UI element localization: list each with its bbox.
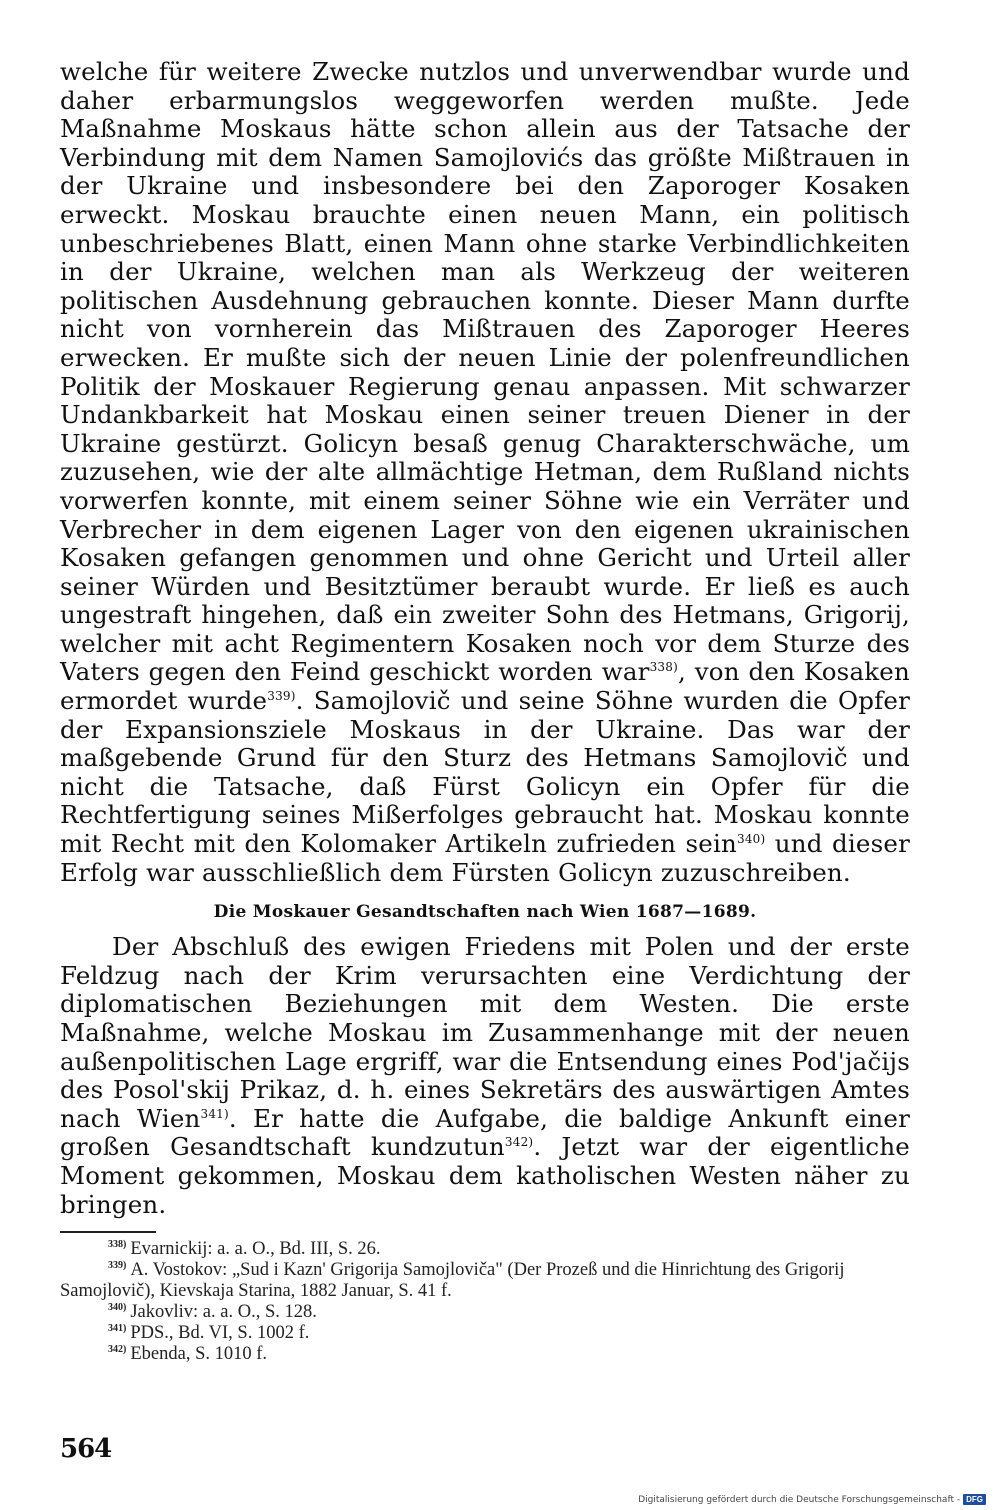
footnote-341 — [60, 1323, 910, 1344]
footnote-340 — [60, 1302, 910, 1323]
footnote-mark: 342) — [108, 1344, 127, 1355]
footnote-text: Jakovliv: a. a. O., S. 128. — [130, 1302, 317, 1323]
footnote-ref-342: 342) — [504, 1135, 534, 1150]
paragraph-2 — [60, 933, 910, 1219]
footnote-text: Ebenda, S. 1010 f. — [130, 1344, 268, 1365]
digitization-text: Digitalisierung gefördert durch die Deutsche Forschungsgemeinschaft - — [638, 1494, 961, 1505]
paragraph-2-text-c: . Jetzt war der eigentliche Moment gekommen, Moskau dem katholischen Westen näher zu bringen. — [60, 1132, 910, 1219]
footnote-mark: 340) — [108, 1302, 127, 1313]
footnote-338 — [60, 1239, 910, 1260]
paragraph-2-text-b: . Er hatte die Aufgabe, die baldige Ankunft einer großen Gesandtschaft kundzutun — [60, 1103, 910, 1162]
paragraph-1-text-b: , von den Kosaken ermordet wurde — [60, 657, 910, 716]
footnote-text: Evarnickij: a. a. O., Bd. III, S. 26. — [130, 1239, 381, 1260]
section-heading: Die Moskauer Gesandtschaften nach Wien 1687—1689. — [213, 902, 757, 923]
paragraph-1-text-c: . Samojlovič und seine Söhne wurden die Opfer der Expansionsziele Moskaus in der Ukraine. Das war der maßgebende Grund für den Sturz des Hetmans Samojlovič und nicht die Tatsache, daß Fürst Golicyn ein Opfer für die Rechtfertigung seines Mißerfolges gebraucht hat. Moskau konnte mit Recht mit den Kolomaker Artikeln zufrieden sein — [60, 686, 910, 859]
footnote-text: A. Vostokov: „Sud i Kazn' Grigorija Samojloviča" (Der Prozeß und die Hinrichtung des Grigorij Samojlovič), Kievskaja Starina, 1882 Januar, S. 41 f. — [60, 1260, 845, 1302]
digitization-notice — [638, 1494, 986, 1505]
footnote-ref-340: 340) — [736, 831, 766, 846]
footnote-ref-339: 339) — [267, 688, 296, 703]
page-number: 564 — [60, 1434, 112, 1464]
footnote-339 — [60, 1260, 910, 1302]
footnote-mark: 338) — [108, 1239, 127, 1250]
footnote-mark: 341) — [108, 1323, 127, 1334]
paragraph-1-text-a: welche für weitere Zwecke nutzlos und unverwendbar wurde und daher erbarmungslos weggeworfen werden mußte. Jede Maßnahme Moskaus hätte schon allein aus der Tatsache der Verbindung mit dem Namen Samojlovićs das größte Mißtrauen in der Ukraine und insbesondere bei den Zaporoger Kosaken erweckt. Moskau brauchte einen neuen Mann, ein politisch unbeschriebenes Blatt, einen Mann ohne starke Verbindlichkeiten in der Ukraine, welchen man als Werkzeug der weiteren politischen Ausdehnung gebrauchen konnte. Dieser Mann durfte nicht von vornherein das Mißtrauen des Zaporoger Heeres erwecken. Er mußte sich der neuen Linie der polenfreundlichen Politik der Moskauer Regierung genau anpassen. Mit schwarzer Undankbarkeit hat Moskau einen seiner treuen Diener in der Ukraine gestürzt. Golicyn besaß genug Charakterschwäche, um zuzusehen, wie der alte allmächtige Hetman, dem Rußland nichts vorwerfen konnte, mit einem seiner Söhne wie ein Verräter und Verbrecher in dem eigenen Lager von den eigenen ukrainischen Kosaken gefangen genommen und ohne Gericht und Urteil aller seiner Würden und Besitztümer beraubt wurde. Er ließ es auch ungestraft hingehen, daß ein zweiter Sohn des Hetmans, Grigorij, welcher mit acht Regimentern Kosaken noch vor dem Sturze des Vaters gegen den Feind geschickt worden war — [60, 57, 910, 687]
footnote-text: PDS., Bd. VI, S. 1002 f. — [130, 1323, 310, 1344]
footnote-ref-341: 341) — [200, 1106, 229, 1121]
footnote-342 — [60, 1344, 910, 1365]
paragraph-1 — [60, 58, 910, 887]
dfg-logo: DFG — [963, 1494, 986, 1505]
footnote-divider — [60, 1231, 156, 1233]
body-text — [60, 58, 910, 1219]
paragraph-1-text-d: und dieser Erfolg war ausschließlich dem Fürsten Golicyn zuzuschreiben. — [60, 829, 910, 887]
paragraph-2-text-a: Der Abschluß des ewigen Friedens mit Polen und der erste Feldzug nach der Krim verursachten eine Verdichtung der diplomatischen Beziehungen mit dem Westen. Die erste Maßnahme, welche Moskau im Zusammenhange mit der neuen außenpolitischen Lage ergriff, war die Entsendung eines Pod'jačijs des Posol'skij Prikaz, d. h. eines Sekretärs des auswärtigen Amtes nach Wien — [60, 932, 910, 1133]
footnotes — [60, 1239, 910, 1365]
footnote-mark: 339) — [108, 1260, 127, 1271]
page-content — [60, 58, 910, 1365]
footnote-ref-338: 338) — [649, 660, 678, 675]
